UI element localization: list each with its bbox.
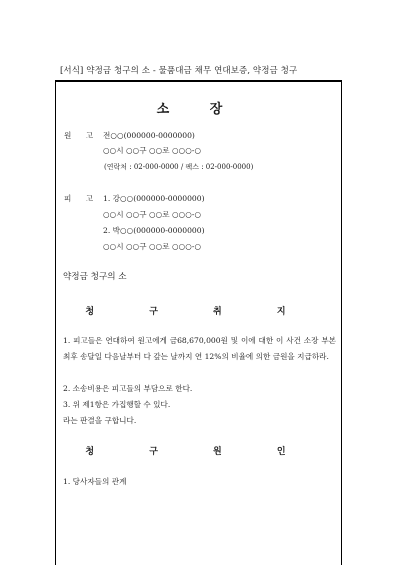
defendant-label: 피 고 xyxy=(64,194,100,203)
plaintiff-address: ○○시 ○○구 ○○로 ○○○-○ xyxy=(103,146,202,155)
plaintiff-contact: (연락처 : 02-000-0000 / 팩스 : 02-000-0000) xyxy=(104,163,254,171)
defendant-1-address: ○○시 ○○구 ○○로 ○○○-○ xyxy=(103,210,202,219)
claim-cause-heading: 청 구 원 인 xyxy=(85,447,312,457)
claim-purpose-closing: 라는 판결을 구합니다. xyxy=(63,416,137,425)
claim-cause-item-1: 1. 당사자들의 관계 xyxy=(63,477,127,486)
defendant-2-address: ○○시 ○○구 ○○로 ○○○-○ xyxy=(103,242,202,251)
document-caption: [서식] 약정금 청구의 소 - 물품대금 채무 연대보증, 약정금 청구 xyxy=(60,66,298,76)
case-name: 약정금 청구의 소 xyxy=(63,272,127,282)
defendant-2-name: 2. 박○○(000000-0000000) xyxy=(103,226,205,235)
document-frame xyxy=(55,80,342,565)
claim-purpose-item-3: 3. 위 제1항은 가집행할 수 있다. xyxy=(63,400,171,409)
document-title: 소 장 xyxy=(156,102,241,117)
claim-purpose-item-2: 2. 소송비용은 피고들의 부담으로 한다. xyxy=(63,384,193,393)
claim-purpose-heading: 청 구 취 지 xyxy=(85,307,312,317)
plaintiff-name: 전○○(000000-0000000) xyxy=(103,131,195,140)
defendant-1-name: 1. 강○○(000000-0000000) xyxy=(103,194,205,203)
plaintiff-label: 원 고 xyxy=(64,131,100,140)
claim-purpose-item-1: 1. 피고들은 연대하여 원고에게 금68,670,000원 및 이에 대한 이 사건 소장 부본 최후 송달일 다음날부터 다 갚는 날까지 연 12%의 비율에 의한 금원을 지급하라. xyxy=(63,336,336,361)
